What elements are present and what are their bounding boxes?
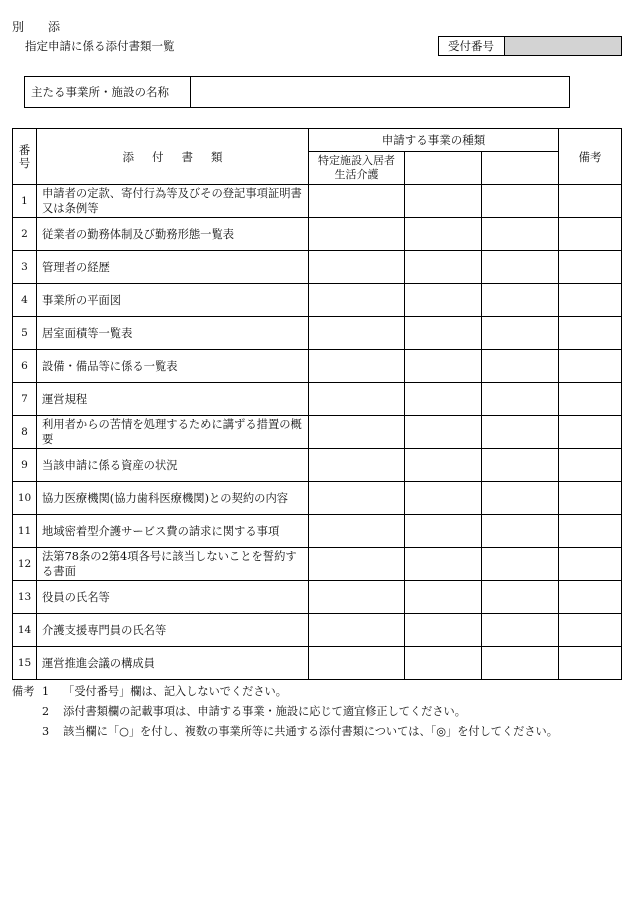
check-cell-service-1[interactable] xyxy=(309,350,405,383)
row-number: 1 xyxy=(13,185,37,218)
row-number: 15 xyxy=(13,647,37,680)
remarks-cell[interactable] xyxy=(559,383,622,416)
row-number: 11 xyxy=(13,515,37,548)
check-cell-service-3[interactable] xyxy=(482,482,559,515)
remarks-cell[interactable] xyxy=(559,284,622,317)
check-cell-service-3[interactable] xyxy=(482,218,559,251)
table-row xyxy=(13,218,622,251)
remarks-cell[interactable] xyxy=(559,515,622,548)
check-cell-service-3[interactable] xyxy=(482,647,559,680)
col-header-service-1: 特定施設入居者 生活介護 xyxy=(309,152,405,185)
row-number: 10 xyxy=(13,482,37,515)
check-cell-service-3[interactable] xyxy=(482,317,559,350)
remarks-cell[interactable] xyxy=(559,647,622,680)
remarks-cell[interactable] xyxy=(559,416,622,449)
check-cell-service-1[interactable] xyxy=(309,515,405,548)
check-cell-service-1[interactable] xyxy=(309,317,405,350)
check-cell-service-1[interactable] xyxy=(309,548,405,581)
note-number: 1 xyxy=(42,685,50,698)
row-number: 2 xyxy=(13,218,37,251)
check-cell-service-2[interactable] xyxy=(405,482,482,515)
note-item xyxy=(12,682,558,702)
row-number: 8 xyxy=(13,416,37,449)
table-row xyxy=(13,515,622,548)
check-cell-service-2[interactable] xyxy=(405,449,482,482)
check-cell-service-1[interactable] xyxy=(309,218,405,251)
row-document-name: 居室面積等一覧表 xyxy=(37,317,309,350)
check-cell-service-2[interactable] xyxy=(405,317,482,350)
row-document-name: 管理者の経歴 xyxy=(37,251,309,284)
row-number: 4 xyxy=(13,284,37,317)
check-cell-service-2[interactable] xyxy=(405,218,482,251)
row-number: 7 xyxy=(13,383,37,416)
check-cell-service-2[interactable] xyxy=(405,548,482,581)
note-text: 「受付番号」欄は、記入しないでください。 xyxy=(63,685,287,698)
col-header-documents: 添付書類 xyxy=(37,129,309,185)
remarks-cell[interactable] xyxy=(559,482,622,515)
check-cell-service-1[interactable] xyxy=(309,614,405,647)
facility-name-box xyxy=(24,76,570,108)
facility-name-field[interactable] xyxy=(191,77,569,107)
reception-number-box xyxy=(438,36,622,56)
check-cell-service-2[interactable] xyxy=(405,350,482,383)
row-document-name: 役員の氏名等 xyxy=(37,581,309,614)
check-cell-service-2[interactable] xyxy=(405,647,482,680)
table-row xyxy=(13,647,622,680)
check-cell-service-1[interactable] xyxy=(309,284,405,317)
check-cell-service-2[interactable] xyxy=(405,581,482,614)
check-cell-service-3[interactable] xyxy=(482,185,559,218)
table-row xyxy=(13,383,622,416)
check-cell-service-2[interactable] xyxy=(405,614,482,647)
check-cell-service-1[interactable] xyxy=(309,383,405,416)
check-cell-service-2[interactable] xyxy=(405,383,482,416)
row-number: 12 xyxy=(13,548,37,581)
row-number: 3 xyxy=(13,251,37,284)
remarks-cell[interactable] xyxy=(559,449,622,482)
row-document-name: 地域密着型介護サービス費の請求に関する事項 xyxy=(37,515,309,548)
check-cell-service-2[interactable] xyxy=(405,416,482,449)
check-cell-service-1[interactable] xyxy=(309,251,405,284)
check-cell-service-1[interactable] xyxy=(309,581,405,614)
appendix-label: 別 添 xyxy=(12,20,67,34)
row-document-name: 利用者からの苦情を処理するために講ずる措置の概要 xyxy=(37,416,309,449)
table-row xyxy=(13,449,622,482)
remarks-cell[interactable] xyxy=(559,350,622,383)
check-cell-service-3[interactable] xyxy=(482,548,559,581)
check-cell-service-3[interactable] xyxy=(482,251,559,284)
facility-name-label: 主たる事業所・施設の名称 xyxy=(25,77,191,107)
note-item xyxy=(12,702,558,722)
remarks-cell[interactable] xyxy=(559,251,622,284)
row-document-name: 事業所の平面図 xyxy=(37,284,309,317)
check-cell-service-2[interactable] xyxy=(405,251,482,284)
notes-head: 備考 xyxy=(12,685,35,698)
row-document-name: 運営推進会議の構成員 xyxy=(37,647,309,680)
col-header-service-3 xyxy=(482,152,559,185)
row-number: 9 xyxy=(13,449,37,482)
table-row xyxy=(13,185,622,218)
row-document-name: 法第78条の2第4項各号に該当しないことを誓約する書面 xyxy=(37,548,309,581)
note-number: 3 xyxy=(42,725,50,738)
remarks-cell[interactable] xyxy=(559,218,622,251)
table-row xyxy=(13,251,622,284)
check-cell-service-1[interactable] xyxy=(309,482,405,515)
check-cell-service-2[interactable] xyxy=(405,185,482,218)
remarks-cell[interactable] xyxy=(559,614,622,647)
check-cell-service-3[interactable] xyxy=(482,350,559,383)
table-row xyxy=(13,350,622,383)
row-number: 5 xyxy=(13,317,37,350)
table-row xyxy=(13,416,622,449)
row-document-name: 協力医療機関(協力歯科医療機関)との契約の内容 xyxy=(37,482,309,515)
notes-section xyxy=(12,682,558,742)
remarks-cell[interactable] xyxy=(559,581,622,614)
check-cell-service-3[interactable] xyxy=(482,383,559,416)
table-body xyxy=(13,185,622,680)
table-row xyxy=(13,482,622,515)
row-number: 14 xyxy=(13,614,37,647)
row-document-name: 従業者の勤務体制及び勤務形態一覧表 xyxy=(37,218,309,251)
table-row xyxy=(13,317,622,350)
remarks-cell[interactable] xyxy=(559,317,622,350)
check-cell-service-1[interactable] xyxy=(309,416,405,449)
row-document-name: 設備・備品等に係る一覧表 xyxy=(37,350,309,383)
note-text: 添付書類欄の記載事項は、申請する事業・施設に応じて適宜修正してください。 xyxy=(63,705,466,718)
col-header-number: 番 号 xyxy=(13,129,37,185)
check-cell-service-2[interactable] xyxy=(405,284,482,317)
table-row xyxy=(13,284,622,317)
note-item xyxy=(12,722,558,742)
col-header-remarks: 備考 xyxy=(559,129,622,185)
reception-number-label: 受付番号 xyxy=(439,37,505,55)
check-cell-service-3[interactable] xyxy=(482,284,559,317)
row-document-name: 介護支援専門員の氏名等 xyxy=(37,614,309,647)
attachment-table xyxy=(12,128,622,680)
note-number: 2 xyxy=(42,705,50,718)
check-cell-service-3[interactable] xyxy=(482,515,559,548)
row-number: 13 xyxy=(13,581,37,614)
reception-number-field[interactable] xyxy=(505,37,621,55)
check-cell-service-3[interactable] xyxy=(482,614,559,647)
table-row xyxy=(13,548,622,581)
row-document-name: 運営規程 xyxy=(37,383,309,416)
check-cell-service-1[interactable] xyxy=(309,185,405,218)
remarks-cell[interactable] xyxy=(559,548,622,581)
remarks-cell[interactable] xyxy=(559,185,622,218)
check-cell-service-3[interactable] xyxy=(482,416,559,449)
row-number: 6 xyxy=(13,350,37,383)
col-header-service-2 xyxy=(405,152,482,185)
check-cell-service-1[interactable] xyxy=(309,449,405,482)
table-row xyxy=(13,581,622,614)
row-document-name: 申請者の定款、寄付行為等及びその登記事項証明書又は条例等 xyxy=(37,185,309,218)
row-document-name: 当該申請に係る資産の状況 xyxy=(37,449,309,482)
check-cell-service-3[interactable] xyxy=(482,449,559,482)
check-cell-service-1[interactable] xyxy=(309,647,405,680)
document-title: 指定申請に係る添付書類一覧 xyxy=(25,39,175,53)
check-cell-service-2[interactable] xyxy=(405,515,482,548)
note-text: 該当欄に「○」を付し、複数の事業所等に共通する添付書類については、「◎」を付してください。 xyxy=(63,725,558,738)
col-header-apply-group: 申請する事業の種類 xyxy=(309,129,559,152)
table-row xyxy=(13,614,622,647)
check-cell-service-3[interactable] xyxy=(482,581,559,614)
